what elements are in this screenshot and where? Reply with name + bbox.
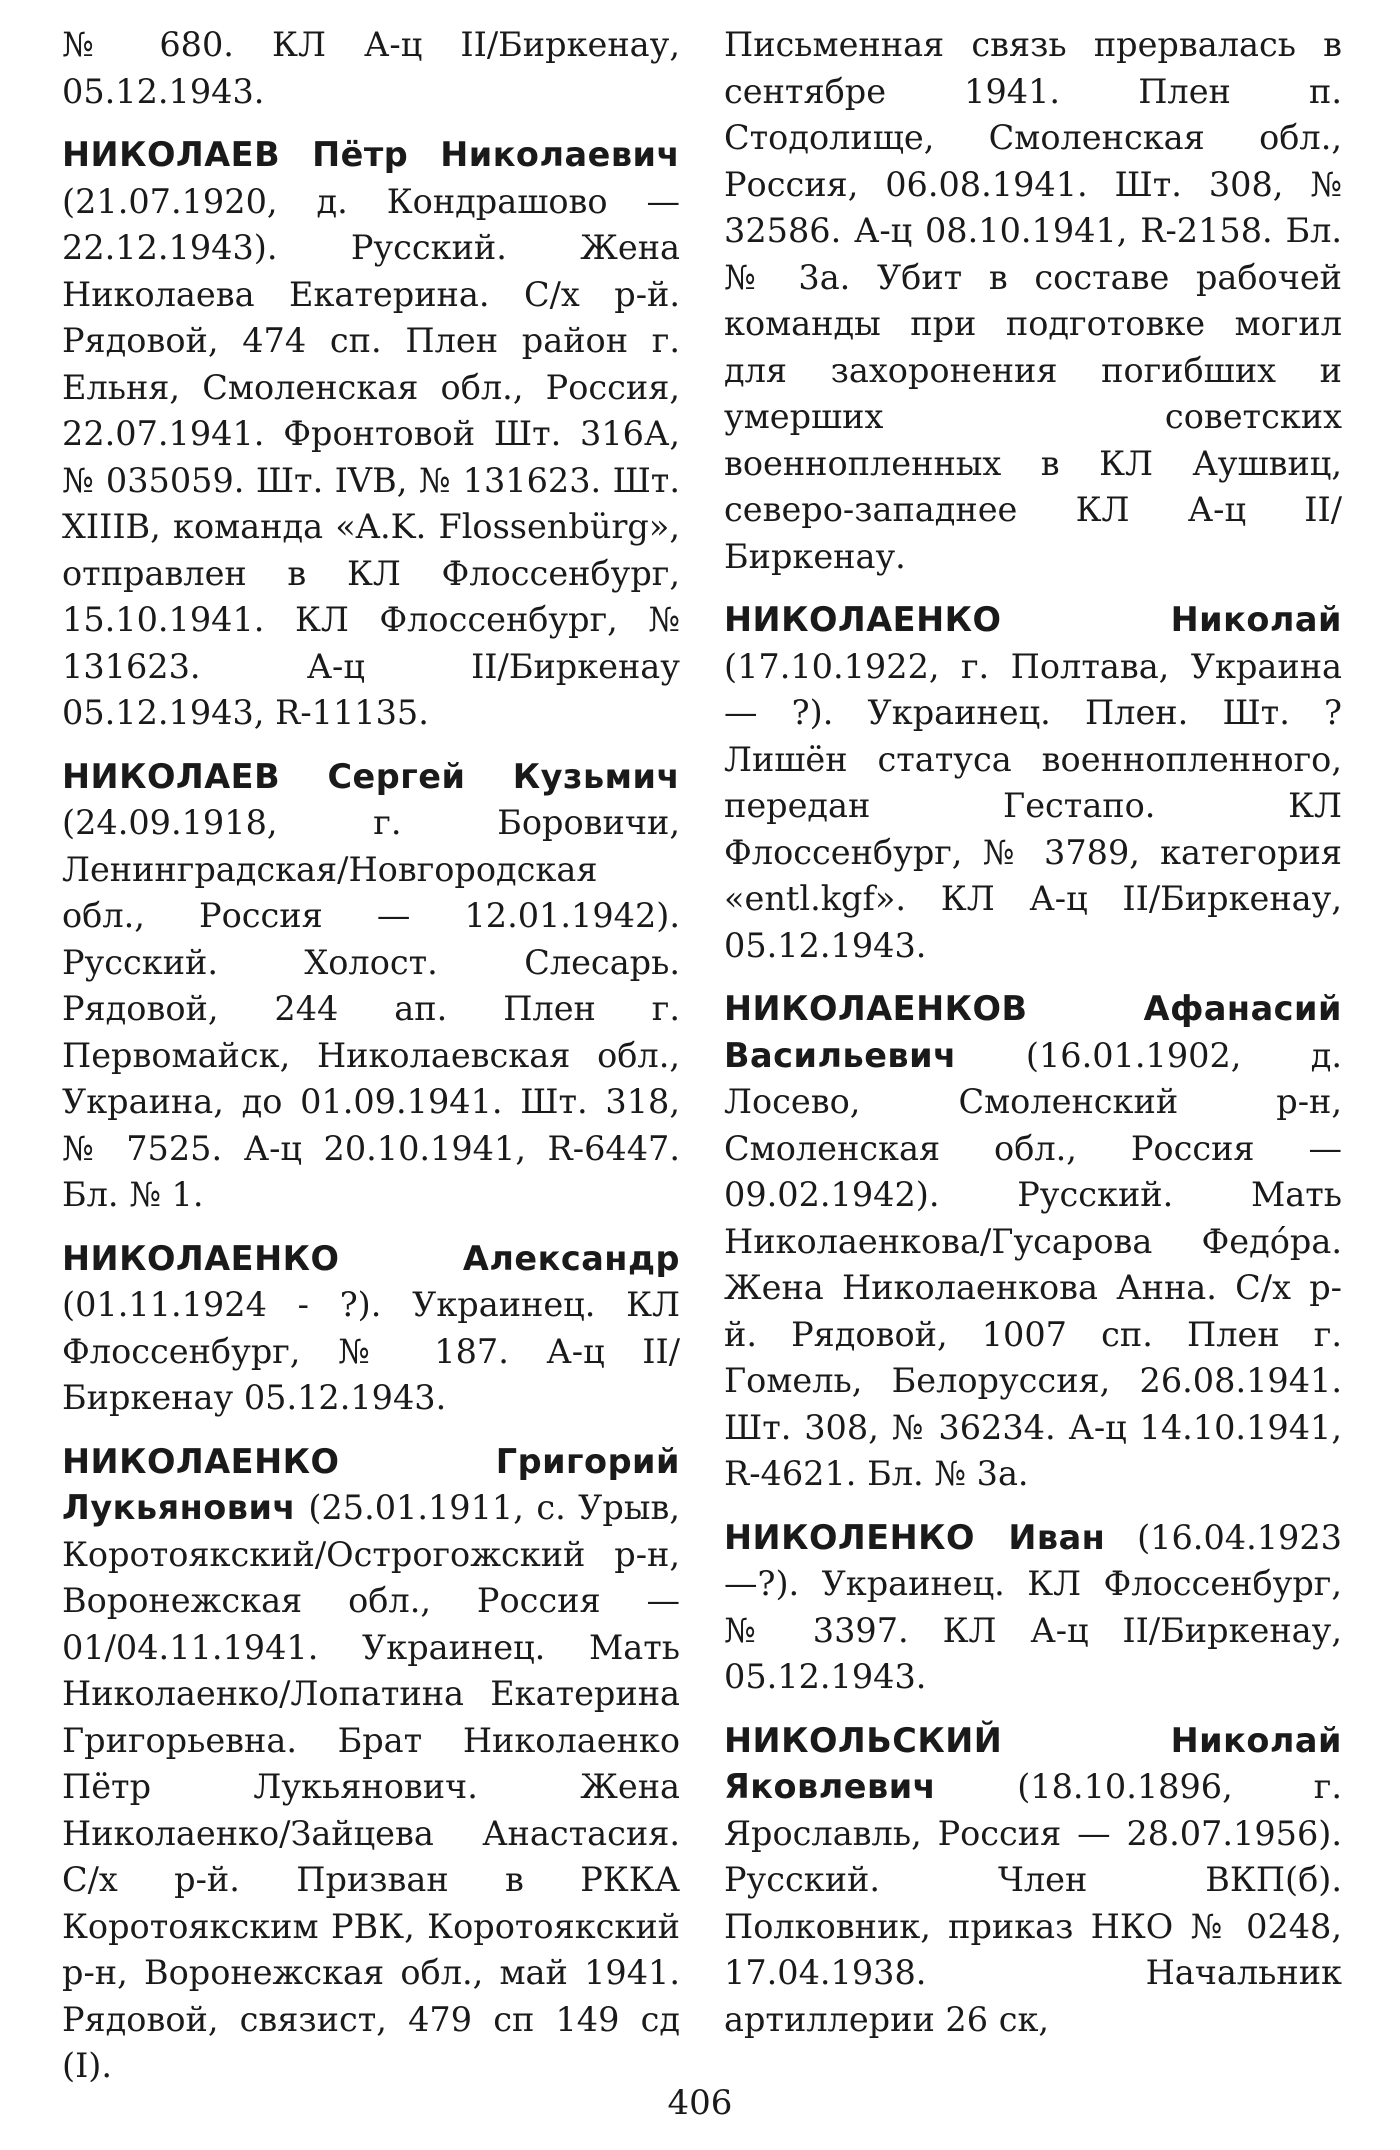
entry-name: НИКОЛАЕНКО Николай	[724, 600, 1342, 639]
entry-name: НИКОЛАЕВ Сергей Кузьмич	[62, 756, 680, 796]
entry-nikolaenko-grigoriy	[62, 1439, 680, 2090]
entry-name: НИКОЛАЕВ Пётр Николаевич	[62, 135, 680, 174]
entry-text: (25.01.1911, с. Урыв, Коротоякский/Острогожский р-н, Воронежская обл., Россия — 01/04.11.1941. Украинец. Мать Николаенко/Лопатина Екатерина Григорьевна. Брат Николаенко Пётр Лукьянович. Жена Николаенко/Зайцева Анастасия. С/х р-й. Призван в РККА Коротоякским РВК, Коротоякский р-н, Воронежская обл., май 1941. Рядовой, связист, 479 сп 149 сд (I).	[62, 1488, 680, 2085]
entry-text: Письменная связь прервалась в сентябре 1941. Плен п. Стодолище, Смоленская обл., Россия, 06.08.1941. Шт. 308, № 32586. А-ц 08.10.1941, R-2158. Бл. № 3а. Убит в составе рабочей команды при подготовке могил для захоронения погибших и умерших советских военнопленных в КЛ Аушвиц, северо-западнее КЛ А-ц II/Биркенау.	[724, 25, 1342, 576]
entry-name: НИКОЛАЕНКОВ Афанасий Васильевич	[724, 989, 1342, 1075]
entry-nikolaenko-aleksandr	[62, 1236, 680, 1422]
entry-nikolenko-ivan	[724, 1515, 1342, 1701]
entry-name: НИКОЛАЕНКО Александр	[62, 1238, 680, 1278]
entry-text: (01.11.1924 - ?). Украинец. КЛ Флоссенбург, № 187. А-ц II/Биркенау 05.12.1943.	[62, 1285, 680, 1417]
entry-text: (16.04.1923—?). Украинец. КЛ Флоссенбург, № 3397. КЛ А-ц II/Биркенау, 05.12.1943.	[724, 1517, 1342, 1696]
entry-name: НИКОЛАЕНКО Григорий Лукьянович	[62, 1441, 680, 1527]
entry-name: НИКОЛЬСКИЙ Николай Яковлевич	[724, 1720, 1342, 1806]
entry-nikolaev-petr	[62, 132, 680, 737]
left-column	[62, 22, 680, 2107]
entry-text: (17.10.1922, г. Полтава, Украина — ?). Украинец. Плен. Шт. ? Лишён статуса военнопленного, передан Гестапо. КЛ Флоссенбург, № 3789, категория «entl.kgf». КЛ А-ц II/Биркенау, 05.12.1943.	[724, 646, 1342, 965]
entry-nikolaev-sergey	[62, 754, 680, 1219]
entry-nikolaenkov-afanasiy	[724, 986, 1342, 1498]
entry-text: (16.01.1902, д. Лосево, Смоленский р-н, Смоленская обл., Россия — 09.02.1942). Русский. Мать Николаенкова/Гусарова Федóра. Жена Николаенкова Анна. С/х р-й. Рядовой, 1007 сп. Плен г. Гомель, Белоруссия, 26.08.1941. Шт. 308, № 36234. А-ц 14.10.1941, R-4621. Бл. № 3а.	[724, 1035, 1342, 1493]
entry-nikolskiy-nikolay	[724, 1718, 1342, 2044]
entry-text: (18.10.1896, г. Ярославль, Россия — 28.07.1956). Русский. Член ВКП(б). Полковник, приказ НКО № 0248, 17.04.1938. Начальник артиллерии 26 ск,	[724, 1767, 1342, 2039]
right-column	[724, 22, 1342, 2060]
entry-continuation	[724, 22, 1342, 580]
entry-text: № 680. КЛ А-ц II/Биркенау, 05.12.1943.	[62, 25, 680, 111]
entry-text: (21.07.1920, д. Кондрашово — 22.12.1943). Русский. Жена Николаева Екатерина. С/х р-й. Рядовой, 474 сп. Плен район г. Ельня, Смоленская обл., Россия, 22.07.1941. Фронтовой Шт. 316А, № 035059. Шт. IVB, № 131623. Шт. XIIIB, команда «A.K. Flossenbürg», отправлен в КЛ Флоссенбург, 15.10.1941. КЛ Флоссенбург, № 131623. А-ц II/Биркенау 05.12.1943, R-11135.	[62, 181, 680, 732]
page-number: 406	[667, 2083, 733, 2123]
entry-text: (24.09.1918, г. Боровичи, Ленинградская/Новгородская обл., Россия — 12.01.1942). Русский. Холост. Слесарь. Рядовой, 244 ап. Плен г. Первомайск, Николаевская обл., Украина, до 01.09.1941. Шт. 318, № 7525. А-ц 20.10.1941, R-6447. Бл. № 1.	[62, 803, 680, 1214]
entry-continuation	[62, 22, 680, 115]
entry-nikolaenko-nikolay	[724, 597, 1342, 969]
entry-name: НИКОЛЕНКО Иван	[724, 1517, 1106, 1557]
